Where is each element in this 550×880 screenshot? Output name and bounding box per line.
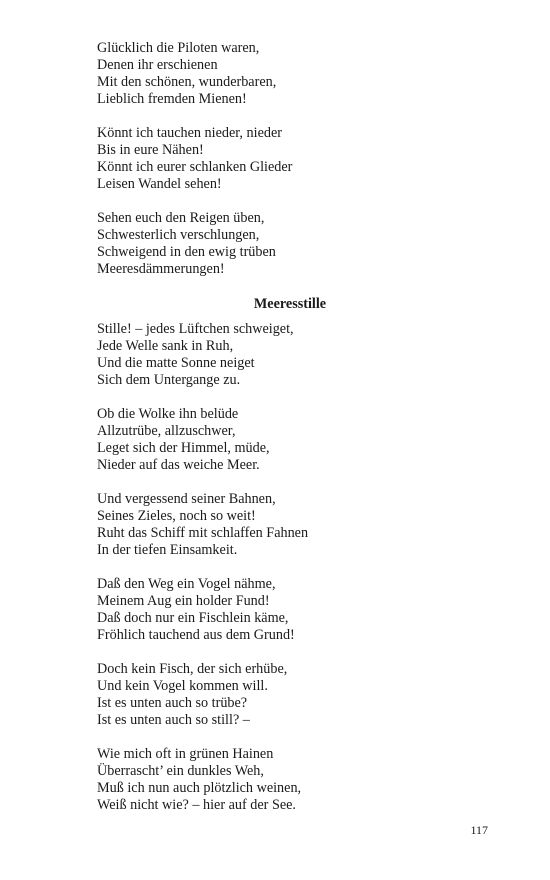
verse-line: Schweigend in den ewig trüben: [97, 244, 276, 260]
verse-line: Ruht das Schiff mit schlaffen Fahnen: [97, 525, 309, 541]
verse-line: Sich dem Untergange zu.: [97, 372, 241, 388]
verse-line: Seines Zieles, noch so weit!: [97, 508, 256, 524]
verse-line: Jede Welle sank in Ruh,: [97, 338, 234, 354]
stanza: [97, 661, 497, 729]
stanza: [97, 746, 497, 814]
verse-line: Mit den schönen, wunderbaren,: [97, 74, 277, 90]
verse-line: Schwesterlich verschlungen,: [97, 227, 260, 243]
verse-line: Bis in eure Nähen!: [97, 142, 204, 158]
verse-line: Fröhlich tauchend aus dem Grund!: [97, 627, 295, 643]
verse-line: Leisen Wandel sehen!: [97, 176, 222, 192]
stanza: [97, 210, 497, 278]
verse-line: Glücklich die Piloten waren,: [97, 40, 260, 56]
text-block: [97, 40, 497, 814]
stanza: [97, 491, 497, 559]
verse-line: Muß ich nun auch plötzlich weinen,: [97, 780, 302, 796]
verse-line: Doch kein Fisch, der sich erhübe,: [97, 661, 288, 677]
verse-line: Nieder auf das weiche Meer.: [97, 457, 260, 473]
verse-line: Wie mich oft in grünen Hainen: [97, 746, 274, 762]
poem-title: Meeresstille: [253, 296, 327, 312]
verse-line: Sehen euch den Reigen üben,: [97, 210, 265, 226]
verse-line: Und kein Vogel kommen will.: [97, 678, 268, 694]
verse-line: Und vergessend seiner Bahnen,: [97, 491, 276, 507]
verse-line: Weiß nicht wie? – hier auf der See.: [97, 797, 296, 813]
verse-line: Daß doch nur ein Fischlein käme,: [97, 610, 289, 626]
verse-line: Überrascht’ ein dunkles Weh,: [97, 763, 264, 779]
stanza: [97, 406, 497, 474]
verse-line: In der tiefen Einsamkeit.: [97, 542, 238, 558]
stanza: [97, 321, 497, 389]
verse-line: Meinem Aug ein holder Fund!: [97, 593, 270, 609]
verse-line: Könnt ich eurer schlanken Glieder: [97, 159, 293, 175]
page-number: 117: [470, 823, 488, 837]
verse-line: Könnt ich tauchen nieder, nieder: [97, 125, 282, 141]
verse-line: Ist es unten auch so trübe?: [97, 695, 248, 711]
verse-line: Allzutrübe, allzuschwer,: [97, 423, 236, 439]
verse-line: Meeresdämmerungen!: [97, 261, 225, 277]
verse-line: Lieblich fremden Mienen!: [97, 91, 247, 107]
verse-line: Leget sich der Himmel, müde,: [97, 440, 270, 456]
stanza: [97, 125, 497, 193]
stanza: [97, 40, 497, 108]
verse-line: Und die matte Sonne neiget: [97, 355, 255, 371]
verse-line: Ob die Wolke ihn belüde: [97, 406, 239, 422]
verse-line: Ist es unten auch so still? –: [97, 712, 250, 728]
stanza: [97, 576, 497, 644]
verse-line: Stille! – jedes Lüftchen schweiget,: [97, 321, 294, 337]
verse-line: Denen ihr erschienen: [97, 57, 218, 73]
verse-line: Daß den Weg ein Vogel nähme,: [97, 576, 276, 592]
